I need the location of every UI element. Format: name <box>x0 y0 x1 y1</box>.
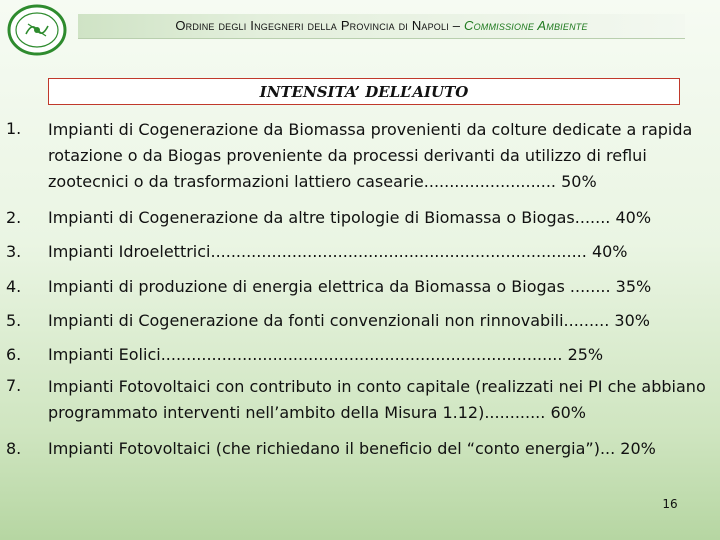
header-bar <box>78 14 685 39</box>
item-number: 4. <box>6 277 22 296</box>
item-number: 3. <box>6 242 22 261</box>
item-text: Impianti Eolici............................................................................... 25% <box>48 345 604 364</box>
header-separator: – <box>448 18 464 33</box>
slide-title: INTENSITA’ DELL’AIUTO <box>259 83 469 101</box>
item-number: 7. <box>6 376 22 395</box>
org-name: Ordine degli Ingegneri della Provincia di Napoli <box>175 18 449 33</box>
item-number: 2. <box>6 208 22 227</box>
title-box <box>48 78 680 105</box>
header-text <box>78 18 685 33</box>
item-text: Impianti di Cogenerazione da fonti convenzionali non rinnovabili......... 30% <box>48 311 650 330</box>
item-text: Impianti di produzione di energia elettrica da Biomassa o Biogas ........ 35% <box>48 277 652 296</box>
page-number: 16 <box>662 497 678 511</box>
item-text: Impianti Fotovoltaici (che richiedano il beneficio del “conto energia”)... 20% <box>48 439 656 458</box>
commission-name: Commissione Ambiente <box>463 18 588 33</box>
item-number: 8. <box>6 439 22 458</box>
item-text: Impianti Idroelettrici.......................................................................... 40% <box>48 242 628 261</box>
item-number: 1. <box>6 119 22 138</box>
item-number: 5. <box>6 311 22 330</box>
item-text: Impianti Fotovoltaici con contributo in conto capitale (realizzati nei PI che abbiano programmato interventi nell’ambito della Misura 1.12)............ 60% <box>48 377 706 422</box>
item-text: Impianti di Cogenerazione da altre tipologie di Biomassa o Biogas....... 40% <box>48 208 652 227</box>
seal-logo-icon <box>6 4 68 56</box>
item-number: 6. <box>6 345 22 364</box>
item-text: Impianti di Cogenerazione da Biomassa provenienti da colture dedicate a rapida rotazione o da Biogas proveniente da processi derivanti da utilizzo di reflui zootecnici o da trasformazioni lattiero casearie.......................... 50% <box>48 120 693 191</box>
